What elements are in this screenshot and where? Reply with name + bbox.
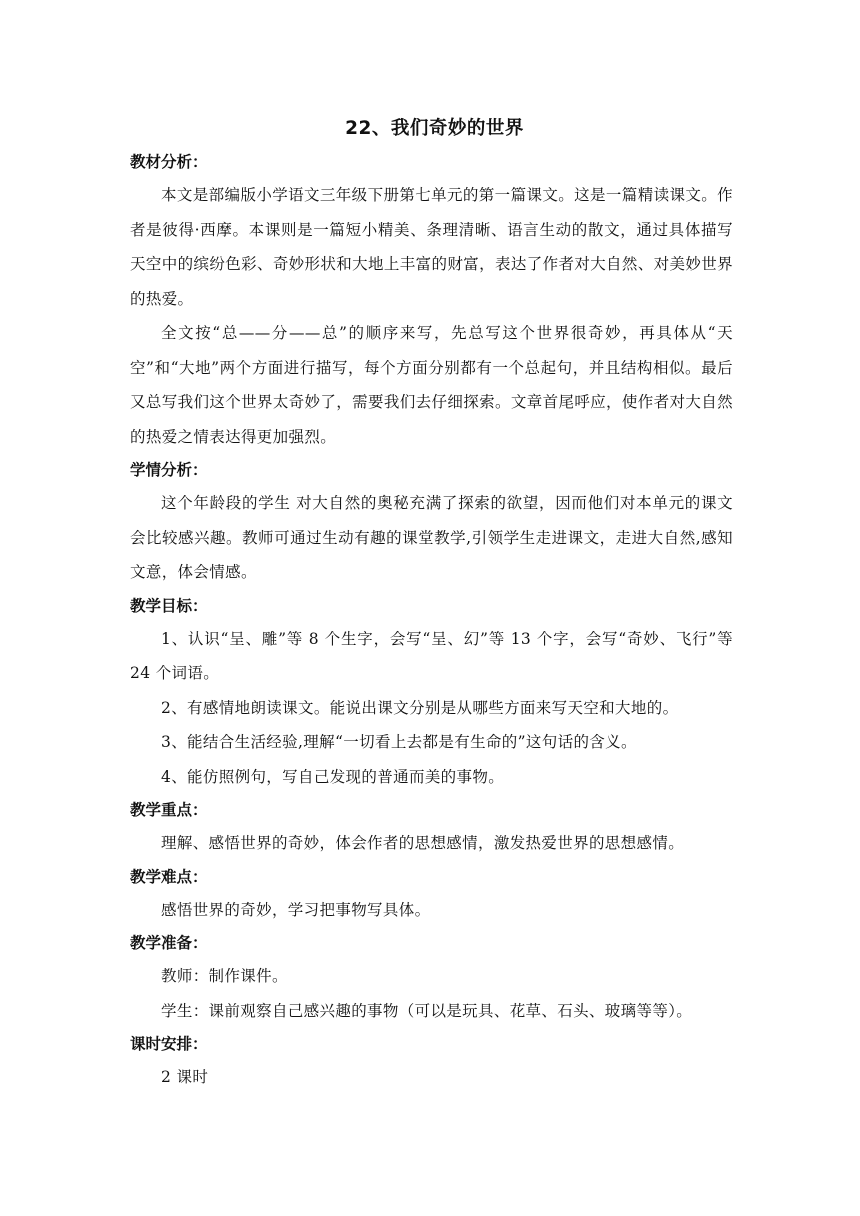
paragraph: 这个年龄段的学生 对大自然的奥秘充满了探索的欲望，因而他们对本单元的课文会比较感兴趣。教师可通过生动有趣的课堂教学,引领学生走进课文，走进大自然,感知文意，体会情感。 — [130, 494, 733, 581]
paragraph: 学生：课前观察自己感兴趣的事物（可以是玩具、花草、石头、玻璃等等）。 — [161, 1001, 693, 1020]
section-teaching-goals — [130, 590, 733, 795]
goal-item: 1、认识“呈、雕”等 8 个生字，会写“呈、幻”等 13 个字，会写“奇妙、飞行”等 24 个词语。 — [130, 629, 733, 682]
section-learner-analysis — [130, 454, 733, 590]
section-difficulties — [130, 861, 733, 928]
section-heading: 教学目标： — [130, 596, 208, 615]
goal-item: 2、有感情地朗读课文。能说出课文分别是从哪些方面来写天空和大地的。 — [161, 698, 679, 717]
section-heading: 课时安排： — [130, 1035, 208, 1053]
document-title: 22、我们奇妙的世界 — [345, 118, 524, 139]
section-heading: 教学难点： — [130, 867, 208, 886]
section-preparation — [130, 927, 733, 1028]
section-schedule — [130, 1028, 733, 1095]
paragraph: 全文按“总——分——总”的顺序来写，先总写这个世界很奇妙，再具体从“天空”和“大地”两个方面进行描写，每个方面分别都有一个总起句，并且结构相似。最后又总写我们这个世界太奇妙了，需要我们去仔细探索。文章首尾呼应，使作者对大自然的热爱之情表达得更加强烈。 — [130, 324, 733, 446]
paragraph: 感悟世界的奇妙，学习把事物写具体。 — [161, 900, 431, 919]
section-heading: 学情分析： — [130, 461, 208, 479]
section-heading: 教学重点： — [130, 801, 208, 819]
document-page — [130, 112, 733, 1095]
section-heading: 教材分析： — [130, 153, 208, 171]
section-textbook-analysis — [130, 146, 733, 454]
paragraph: 2 课时 — [161, 1068, 209, 1086]
paragraph: 本文是部编版小学语文三年级下册第七单元的第一篇课文。这是一篇精读课文。作者是彼得·西摩。本课则是一篇短小精美、条理清晰、语言生动的散文，通过具体描写天空中的缤纷色彩、奇妙形状和大地上丰富的财富，表达了作者对大自然、对美妙世界的热爱。 — [130, 186, 733, 308]
paragraph: 教师：制作课件。 — [161, 967, 288, 985]
paragraph: 理解、感悟世界的奇妙，体会作者的思想感情，激发热爱世界的思想感情。 — [161, 834, 685, 852]
section-heading: 教学准备： — [130, 934, 208, 952]
goal-item: 3、能结合生活经验,理解“一切看上去都是有生命的”这句话的含义。 — [161, 733, 637, 751]
goal-item: 4、能仿照例句，写自己发现的普通而美的事物。 — [161, 767, 505, 786]
section-key-points — [130, 794, 733, 861]
